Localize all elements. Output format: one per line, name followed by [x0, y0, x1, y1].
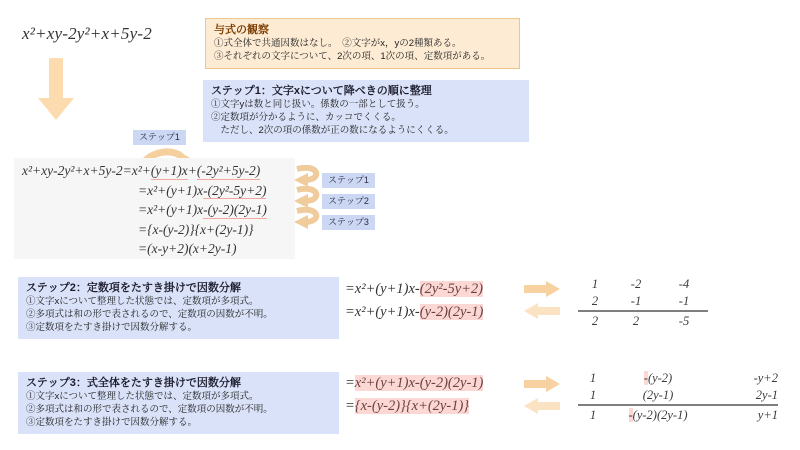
equation-segment: -	[643, 371, 648, 385]
equation-segment: (y+1)x	[150, 163, 188, 178]
step3-equations	[345, 372, 483, 417]
arrow-right-icon	[524, 376, 560, 392]
step3-line: ①文字xについて整理した状態では、定数項が多項式。	[26, 391, 259, 402]
derivation-step-arrows	[292, 165, 322, 229]
equation-segment: 1	[589, 371, 597, 385]
curved-arrow-icon	[292, 186, 322, 208]
observation-line: ③それぞれの文字について、2次の項、1次の項、定数項がある。	[214, 51, 491, 62]
table-cell	[708, 408, 778, 423]
table-cell	[708, 371, 778, 386]
equation-segment: (2y-1)	[642, 388, 674, 402]
equation-segment: =x²+(y+1)x	[138, 202, 204, 217]
step2-line: ③定数項をたすき掛けで因数分解する。	[26, 322, 198, 333]
table-cell	[578, 314, 612, 329]
equation-segment: (y-2)(2y-1)	[419, 303, 484, 320]
equation-segment: =x²+(y+1)x-	[345, 281, 420, 297]
step3-title: ステップ3：式全体をたすき掛けで因数分解	[26, 377, 241, 389]
step3-line: ②多項式は和の形で表されるので、定数項の因数が不明。	[26, 404, 273, 415]
table-cell	[578, 388, 608, 403]
step3-cross-table	[578, 370, 778, 424]
arrow-left-icon	[524, 398, 560, 414]
step3-line: ③定数項をたすき掛けで因数分解する。	[26, 417, 198, 428]
equation-segment: x²+(y+1)x-(y-2)(2y-1)	[354, 375, 484, 391]
curved-arrow-icon	[292, 207, 322, 229]
equation-segment: =	[345, 375, 355, 391]
table-row	[578, 404, 778, 424]
equation-line	[138, 220, 267, 240]
observation-title: 与式の観察	[214, 24, 269, 36]
equation-segment: (y-2)(2y-1)	[632, 408, 688, 422]
step2-line: ①文字xについて整理した状態では、定数項が多項式。	[26, 296, 259, 307]
arrow-left-icon	[524, 303, 560, 319]
equation-segment: +	[187, 163, 197, 178]
equation-segment: -2	[630, 277, 642, 291]
equation-segment: 2	[632, 314, 640, 328]
step2-box	[18, 277, 339, 339]
equation-segment: -(y-2)(2y-1)	[203, 202, 267, 217]
equation-segment: (2y²-5y+2)	[419, 281, 483, 297]
equation-segment: -(2y²-5y+2)	[203, 182, 267, 198]
step1-line: ②定数項が分かるように、カッコでくくる。	[211, 112, 401, 123]
down-arrow-icon	[38, 58, 74, 120]
table-cell	[708, 388, 778, 403]
table-cell	[660, 294, 708, 309]
observation-line: ①式全体で共通因数はなし。 ②文字がx，yの2種類ある。	[214, 38, 462, 49]
equation-line	[138, 200, 267, 220]
step3-box	[18, 372, 339, 434]
equation-segment: ={x-(y-2)}{x+(2y-1)}	[138, 221, 254, 237]
equation-segment: (-2y²+5y-2)	[196, 163, 261, 178]
equation-line	[345, 395, 483, 418]
table-cell	[608, 371, 708, 386]
equation-segment: {x-(y-2)}{x+(2y-1)}	[354, 397, 470, 414]
equation-line	[345, 372, 483, 395]
equation-segment: x²+xy-2y²+x+5y-2=x²+	[22, 163, 151, 178]
table-cell	[578, 294, 612, 309]
side-label-step1: ステップ1	[322, 173, 375, 188]
equation-segment: 2	[591, 294, 599, 308]
observation-box	[205, 18, 520, 69]
equation-segment: -4	[678, 277, 690, 291]
equation-segment: 2y-1	[755, 388, 778, 402]
table-row	[578, 387, 778, 404]
step1-box	[203, 80, 529, 142]
side-label-step2: ステップ2	[322, 194, 375, 209]
table-cell	[612, 314, 660, 329]
step2-line: ②多項式は和の形で表されるので、定数項の因数が不明。	[26, 309, 273, 320]
table-row	[578, 370, 778, 387]
curved-arrow-icon	[292, 165, 322, 187]
table-cell	[608, 388, 708, 403]
derivation-equations	[22, 161, 267, 259]
equation-line	[345, 278, 483, 301]
step1-mini-label: ステップ1	[133, 130, 186, 145]
table-cell	[578, 408, 608, 423]
table-row	[578, 293, 708, 310]
table-cell	[612, 277, 660, 292]
equation-segment: -1	[630, 294, 642, 308]
step1-title: ステップ1：文字xについて降べきの順に整理	[211, 85, 432, 97]
equation-segment: 2	[591, 314, 599, 328]
step2-title: ステップ2：定数項をたすき掛けで因数分解	[26, 282, 241, 294]
table-cell	[578, 371, 608, 386]
table-cell	[578, 277, 612, 292]
step1-line: ただし、2次の項の係数が正の数になるようにくくる。	[211, 125, 454, 136]
equation-segment: -1	[678, 294, 690, 308]
table-row	[578, 276, 708, 293]
equation-segment: =x²+(y+1)x	[138, 182, 204, 198]
equation-segment: (y-2)	[647, 371, 673, 385]
side-label-step3: ステップ3	[322, 215, 375, 230]
step1-line: ①文字yは数と同じ扱い。係数の一部として扱う。	[211, 99, 425, 110]
step2-equations	[345, 278, 483, 323]
equation-segment: =	[345, 397, 355, 414]
table-cell	[612, 294, 660, 309]
table-cell	[660, 277, 708, 292]
equation-segment: -5	[678, 314, 690, 328]
given-expression: x²+xy-2y²+x+5y-2	[22, 24, 152, 43]
table-row	[578, 310, 708, 330]
equation-line	[22, 161, 267, 181]
equation-line	[345, 301, 483, 324]
equation-segment: -y+2	[753, 371, 778, 385]
equation-segment: 1	[589, 408, 597, 422]
equation-segment: -	[628, 408, 633, 422]
equation-segment: =x²+(y+1)x-	[345, 303, 420, 320]
equation-segment: 1	[591, 277, 599, 291]
equation-segment: =(x-y+2)(x+2y-1)	[138, 241, 237, 256]
equation-segment: y+1	[757, 408, 778, 422]
table-cell	[660, 314, 708, 329]
step2-cross-table	[578, 276, 708, 330]
arrow-right-icon	[524, 281, 560, 297]
equation-segment: 1	[589, 388, 597, 402]
table-cell	[608, 408, 708, 423]
equation-line	[138, 181, 267, 201]
equation-line	[138, 239, 267, 259]
